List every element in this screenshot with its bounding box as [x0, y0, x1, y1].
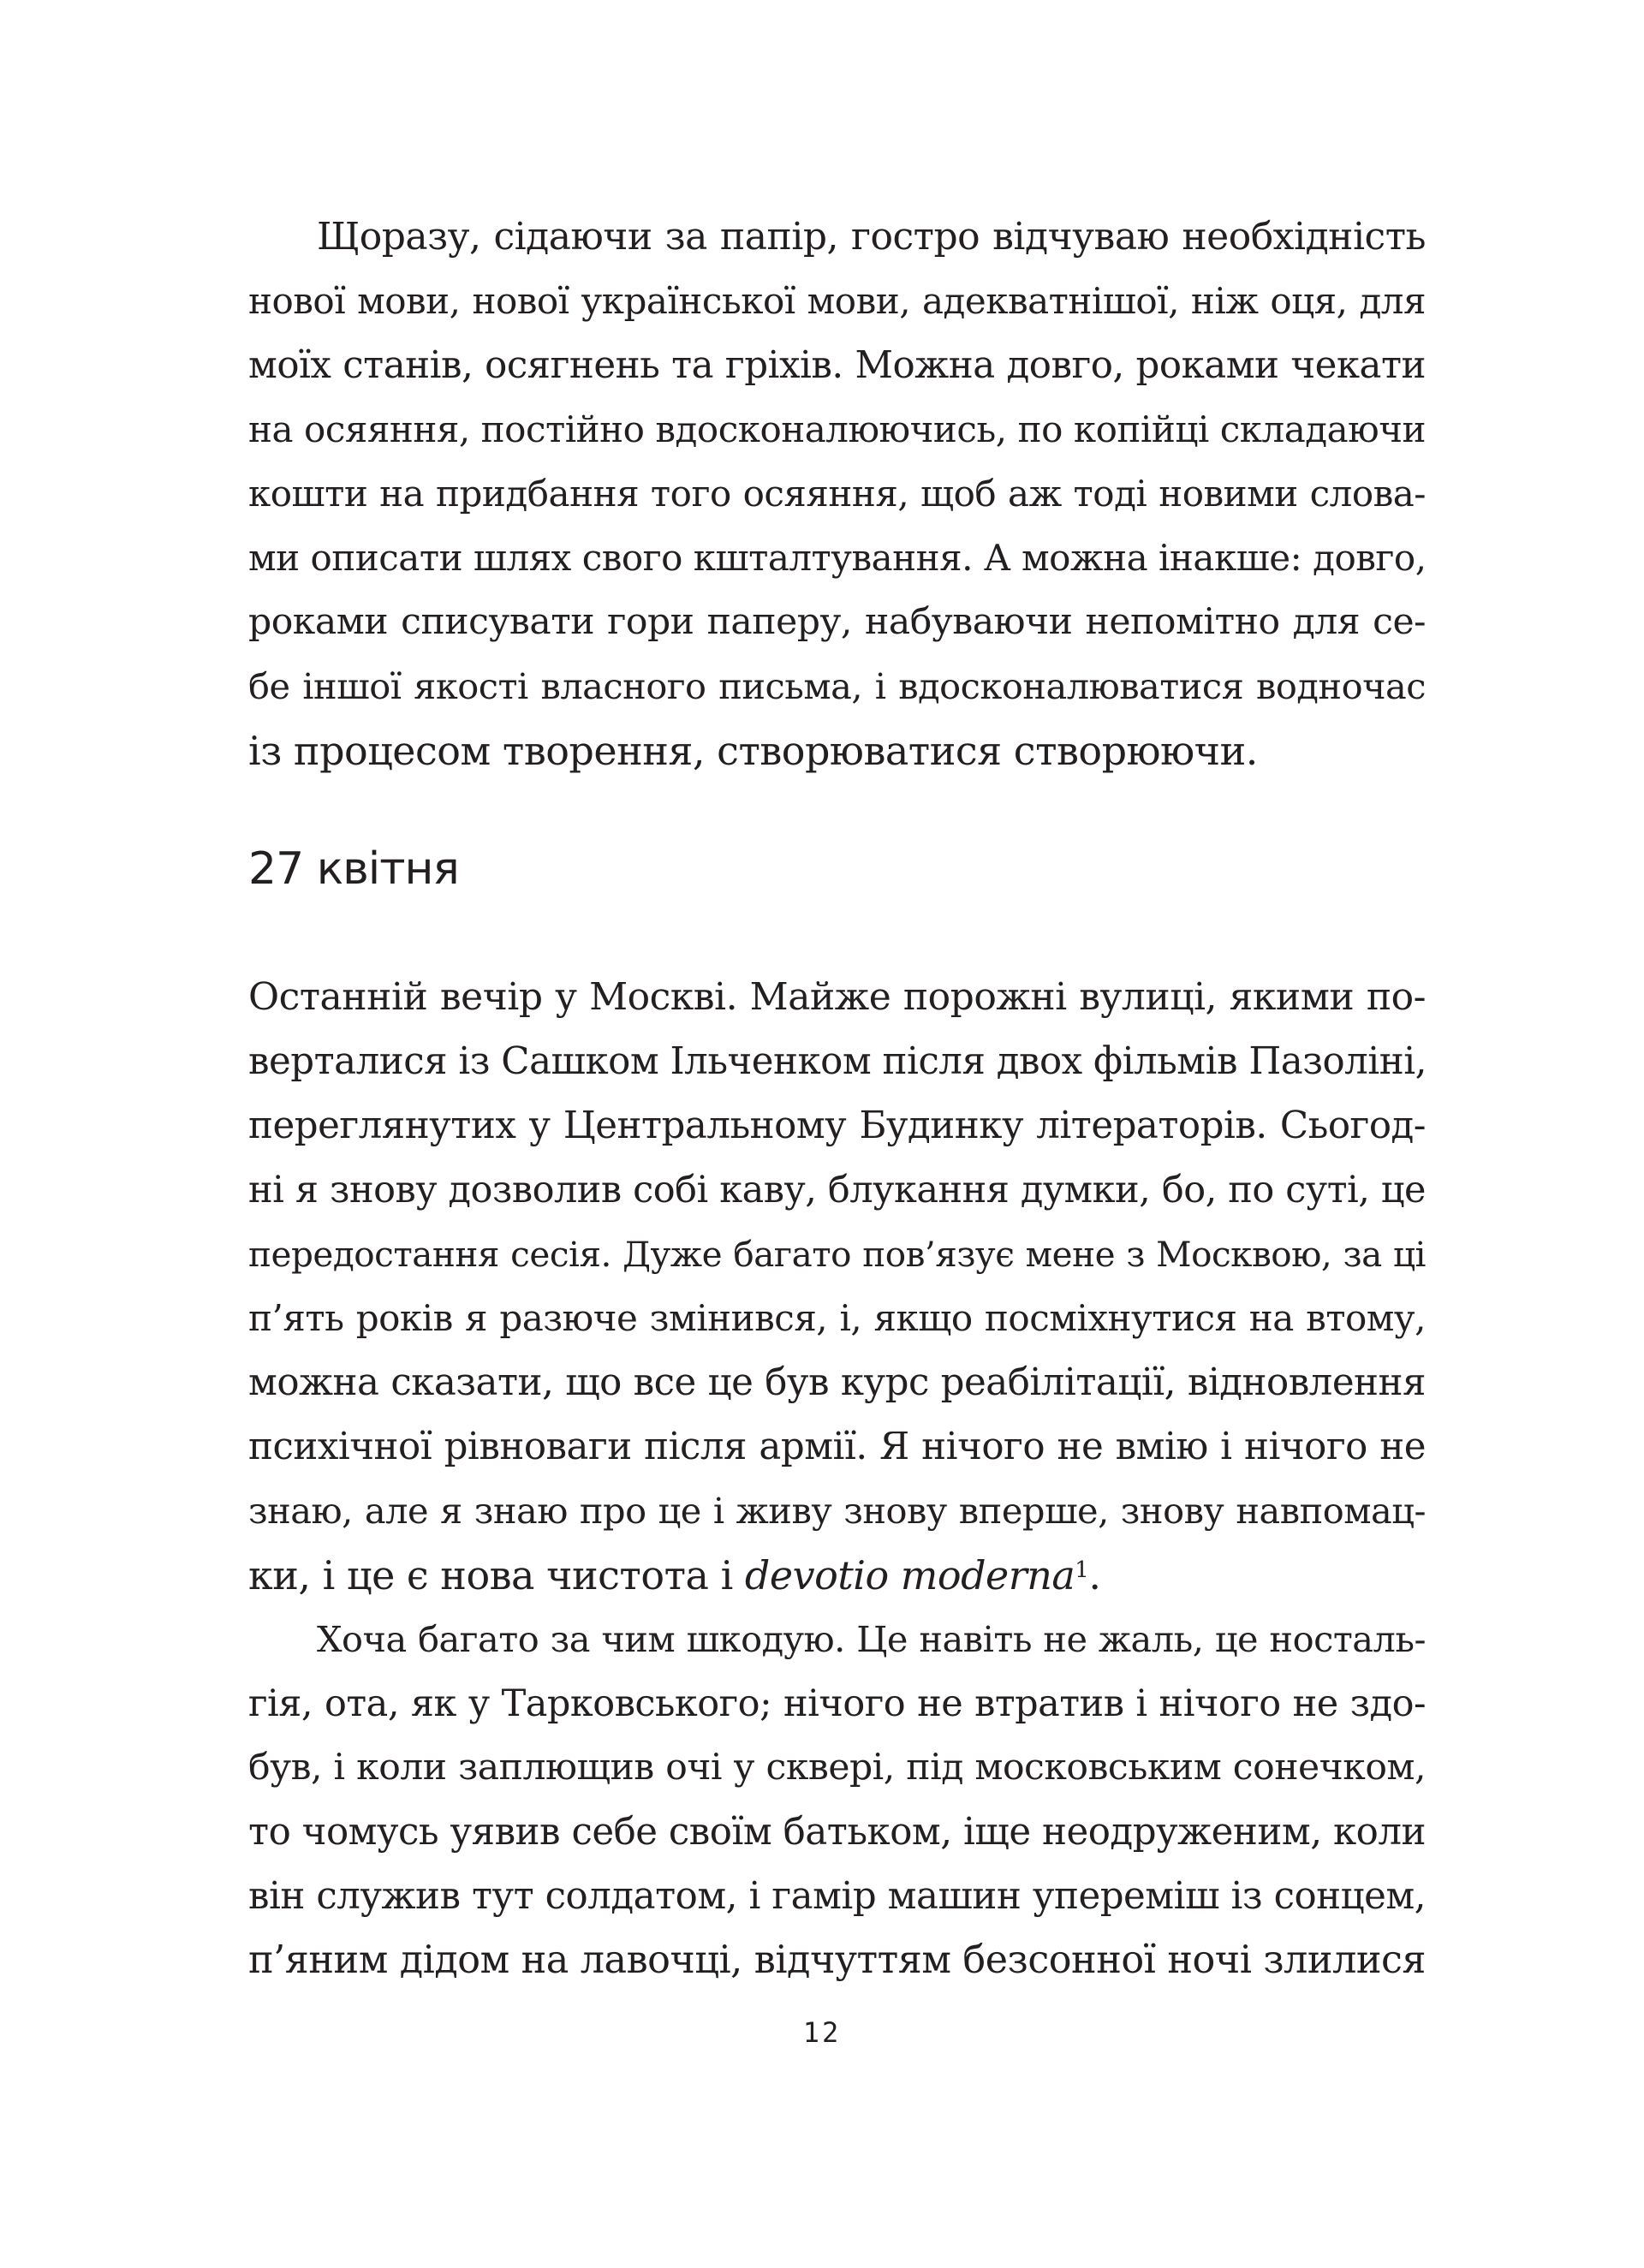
text-line: Хоча багато за чим шкодую. Це навіть не жаль, це носталь- [317, 1618, 1426, 1660]
text-line: п’яним дідом на лавочці, відчуттям безсонної ночі злилися [248, 1938, 1426, 1982]
text-line: на осяяння, постійно вдосконалюючись, по копійці складаючи [248, 408, 1426, 450]
text-line: передостання сесія. Дуже багато пов’язує мене з Москвою, за ці [248, 1234, 1426, 1275]
text-run: ки, і це є нова чистота і [248, 1552, 745, 1598]
text-line: переглянутих у Центральному Будинку літераторів. Сьогод- [248, 1104, 1426, 1147]
text-line: ні я знову дозволив собі каву, блукання думки, бо, по суті, це [248, 1169, 1426, 1211]
text-line: то чомусь уявив себе своїм батьком, іще неодруженим, коли [248, 1811, 1426, 1854]
text-line: можна сказати, що все це був курс реабілітації, відновлення [248, 1361, 1426, 1404]
text-line: гія, ота, як у Тарковського; нічого не втратив і нічого не здо- [248, 1682, 1426, 1725]
text-line: Щоразу, сідаючи за папір, гостро відчуваю необхідність [317, 215, 1426, 259]
text-line: Останній вечір у Москві. Майже порожні вулиці, якими по- [248, 975, 1426, 1019]
text-line: був, і коли заплющив очі у сквері, під московським сонечком, [248, 1747, 1426, 1789]
page-number: 12 [802, 2016, 842, 2049]
text-line: верталися із Сашком Ільченком після двох фільмів Пазоліні, [248, 1040, 1427, 1083]
text-line: п’ять років я разюче змінився, і, якщо посміхнутися на втому, [248, 1297, 1426, 1339]
italic-term: devotio moderna [744, 1552, 1075, 1598]
text-line: моїх станів, осягнень та гріхів. Можна довго, роками чекати [248, 344, 1426, 387]
text-line: психічної рівноваги після армії. Я нічого не вмію і нічого не [248, 1426, 1426, 1468]
text-line: ми описати шлях свого кшталтування. А можна інакше: довго, [248, 537, 1427, 579]
text-line: кошти на придбання того осяяння, щоб аж тоді новими слова- [248, 473, 1426, 515]
text-line: він служив тут солдатом, і гамір машин упереміш із сонцем, [248, 1875, 1426, 1918]
text-run: . [1088, 1552, 1101, 1598]
section-heading-date: 27 квітня [248, 843, 459, 895]
text-line: із процесом творення, створюватися створюючи. [248, 728, 1258, 774]
text-line: роками списувати гори паперу, набуваючи непомітно для се- [248, 601, 1426, 643]
text-line: бе іншої якості власного письма, і вдосконалюватися водночас [248, 665, 1426, 707]
text-line: нової мови, нової української мови, адекватнішої, ніж оця, для [248, 280, 1426, 322]
footnote-marker[interactable]: 1 [1075, 1557, 1089, 1583]
text-line: знаю, але я знаю про це і живу знову вперше, знову навпомац- [248, 1490, 1426, 1532]
text-line-last [248, 1550, 1426, 1601]
